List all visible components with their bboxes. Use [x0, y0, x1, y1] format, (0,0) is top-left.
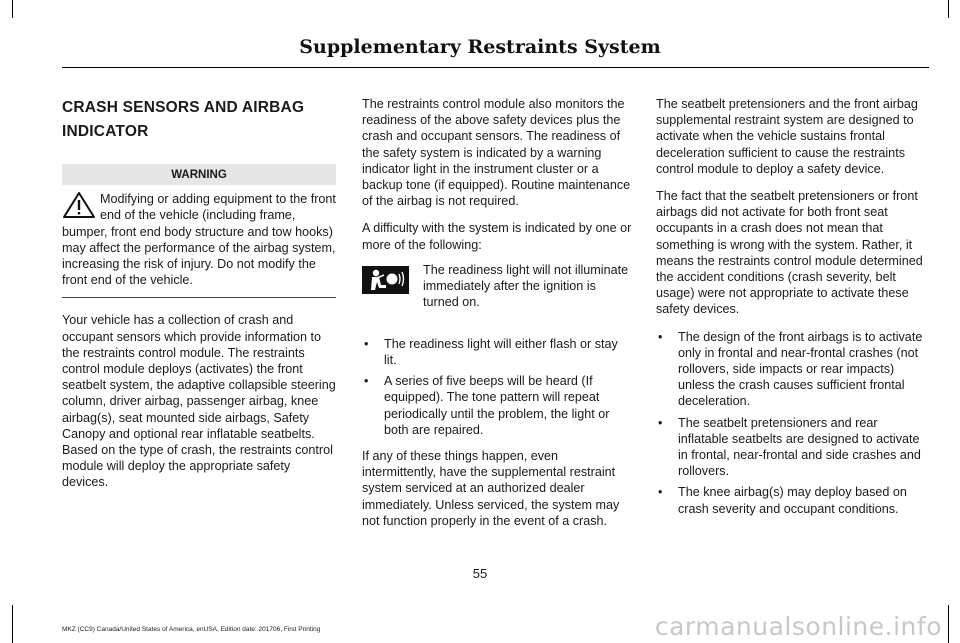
- list-item-text: The readiness light will either flash or stay lit.: [384, 336, 618, 368]
- column-1: [62, 96, 336, 502]
- bullet-list: [362, 336, 632, 438]
- section-heading: [62, 96, 336, 144]
- list-item: [656, 329, 928, 410]
- section-heading-line-1: CRASH SENSORS AND AIRBAG: [62, 99, 305, 116]
- list-item: [656, 484, 928, 516]
- list-item-text: The knee airbag(s) may deploy based on crash severity and occupant conditions.: [678, 485, 907, 516]
- list-item: [362, 373, 632, 438]
- body-paragraph: The restraints control module also monitors the readiness of the above safety devices plus the crash and occupant sensors. The readiness of the safety system is indicated by a warning indicator light in the instrument cluster or a backup tone (if equipped). Routine maintenance of the airbag is not required.: [362, 97, 631, 209]
- warning-box: [62, 191, 336, 288]
- crop-mark: [12, 605, 13, 643]
- bullet-marker: •: [364, 374, 369, 389]
- page-header-title: Supplementary Restraints System: [299, 36, 661, 58]
- crop-mark: [12, 0, 13, 18]
- warning-triangle-icon: [62, 191, 96, 219]
- bullet-marker: •: [658, 485, 663, 500]
- bullet-marker: •: [658, 329, 663, 344]
- body-paragraph: The seatbelt pretensioners and the front airbag supplemental restraint system are designed to activate when the vehicle sustains frontal deceleration sufficient to cause the restraints control module to deploy a safety device.: [656, 97, 918, 176]
- list-item: [656, 415, 928, 480]
- bullet-list: [656, 329, 928, 517]
- footer-edition-info: MKZ (CC9) Canada/United States of America, enUSA, Edition date: 201706, First Printing: [62, 626, 321, 633]
- warning-label: WARNING: [62, 164, 336, 185]
- body-paragraph: If any of these things happen, even intermittently, have the supplemental restraint system serviced at an authorized dealer immediately. Unless serviced, the system may not function properly in the event of a crash.: [362, 449, 620, 528]
- list-item-text: The seatbelt pretensioners and rear inflatable seatbelts are designed to activate in frontal, near-frontal and side crashes and rollovers.: [678, 415, 921, 479]
- indicator-description: The readiness light will not illuminate immediately after the ignition is turned on.: [423, 262, 629, 310]
- column-2: [362, 96, 632, 540]
- bullet-marker: •: [658, 415, 663, 430]
- header-divider: [62, 67, 929, 68]
- list-item: [362, 336, 632, 368]
- body-paragraph: The fact that the seatbelt pretensioners or front airbags did not activate for both front seat occupants in a crash does not mean that something is wrong with the system. Rather, it means the restraints control module determined the accident conditions (crash severity, belt usage) were not appropriate to activate these safety devices.: [656, 189, 923, 317]
- list-item-text: The design of the front airbags is to activate only in frontal and near-frontal crashes (not rollovers, side impacts or rear impacts) unless the crash causes sufficient frontal deceleration.: [678, 329, 923, 409]
- list-item-text: A series of five beeps will be heard (If equipped). The tone pattern will repeat periodically until the problem, the light or both are repaired.: [384, 374, 610, 437]
- page-number: 55: [472, 566, 488, 581]
- column-3: [656, 96, 928, 527]
- crop-mark: [948, 605, 949, 643]
- warning-divider: [62, 297, 336, 298]
- watermark: carmanualsonline.info: [654, 612, 942, 641]
- body-paragraph: A difficulty with the system is indicated by one or more of the following:: [362, 221, 632, 252]
- section-heading-line-2: INDICATOR: [62, 123, 149, 140]
- indicator-row: [362, 264, 632, 324]
- warning-text: Modifying or adding equipment to the front end of the vehicle (including frame, bumper, front end body structure and tow hooks) may affect the performance of the airbag system, increasing the risk of injury. Do not modify the front end of the vehicle.: [62, 192, 336, 288]
- bullet-marker: •: [364, 336, 369, 351]
- body-paragraph: Your vehicle has a collection of crash and occupant sensors which provide information to the restraints control module. The restraints control module deploys (activates) the front seatbelt system, the adaptive collapsible steering column, driver airbag, passenger airbag, knee airbag(s), seat mounted side airbags, Safety Canopy and optional rear inflatable seatbelts. Based on the type of crash, the restraints control module will deploy the appropriate safety devices.: [62, 313, 336, 490]
- airbag-warning-light-icon: [362, 266, 409, 294]
- crop-mark: [948, 0, 949, 18]
